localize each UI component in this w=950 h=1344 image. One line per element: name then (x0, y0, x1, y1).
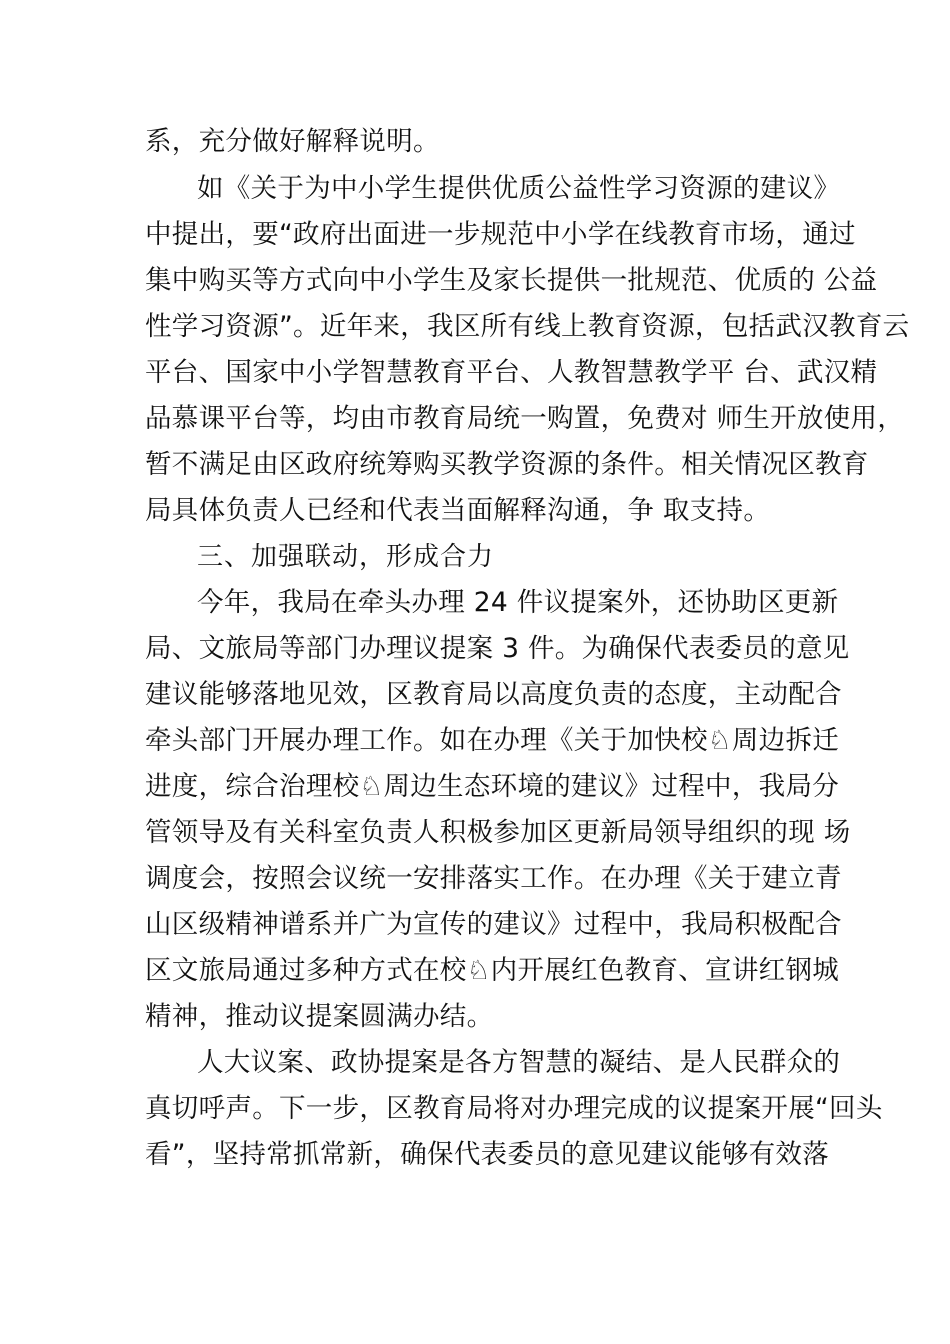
text-line: 中提出，要“政府出面进一步规范中小学在线教育市场，通过 (145, 219, 856, 250)
section-heading: 三、加强联动，形成合力 (197, 542, 495, 572)
text-line: 管领导及有关科室负责人积极参加区更新局领导组织的现 场 (145, 817, 851, 848)
text-line: 牵头部门开展办理工作。如在办理《关于加快校♘周边拆迁 (145, 725, 840, 756)
text-line: 建议能够落地见效，区教育局以高度负责的态度，主动配合 (145, 679, 842, 710)
text-line: 看”，坚持常抓常新，确保代表委员的意见建议能够有效落 (145, 1139, 830, 1170)
text-line: 局、文旅局等部门办理议提案 3 件。为确保代表委员的意见 (145, 633, 850, 664)
text-line: 系，充分做好解释说明。 (145, 126, 440, 157)
text-line: 性学习资源”。近年来，我区所有线上教育资源，包括武汉教育云 (145, 311, 910, 342)
text-line: 调度会，按照会议统一安排落实工作。在办理《关于建立青 (145, 863, 842, 894)
text-line: 山区级精神谱系并广为宣传的建议》过程中，我局积极配合 (145, 909, 842, 940)
text-line: 区文旅局通过多种方式在校♘内开展红色教育、宣讲红钢城 (145, 955, 840, 986)
text-line: 精神，推动议提案圆满办结。 (145, 1001, 494, 1032)
text-line: 集中购买等方式向中小学生及家长提供一批规范、优质的 公益 (145, 265, 878, 296)
text-line: 局具体负责人已经和代表当面解释沟通，争 取支持。 (145, 495, 771, 526)
text-line: 品慕课平台等，均由市教育局统一购置，免费对 师生开放使用， (145, 403, 905, 434)
text-line: 今年，我局在牵头办理 24 件议提案外，还协助区更新 (197, 587, 839, 618)
text-line: 暂不满足由区政府统筹购买教学资源的条件。相关情况区教育 (145, 449, 869, 480)
text-line: 如《关于为中小学生提供优质公益性学习资源的建议》 (197, 173, 841, 204)
text-line: 真切呼声。下一步，区教育局将对办理完成的议提案开展“回头 (145, 1093, 883, 1124)
text-line: 平台、国家中小学智慧教育平台、人教智慧教学平 台、武汉精 (145, 357, 878, 388)
text-line: 进度，综合治理校♘周边生态环境的建议》过程中，我局分 (145, 771, 840, 802)
text-line: 人大议案、政协提案是各方智慧的凝结、是人民群众的 (197, 1047, 841, 1078)
